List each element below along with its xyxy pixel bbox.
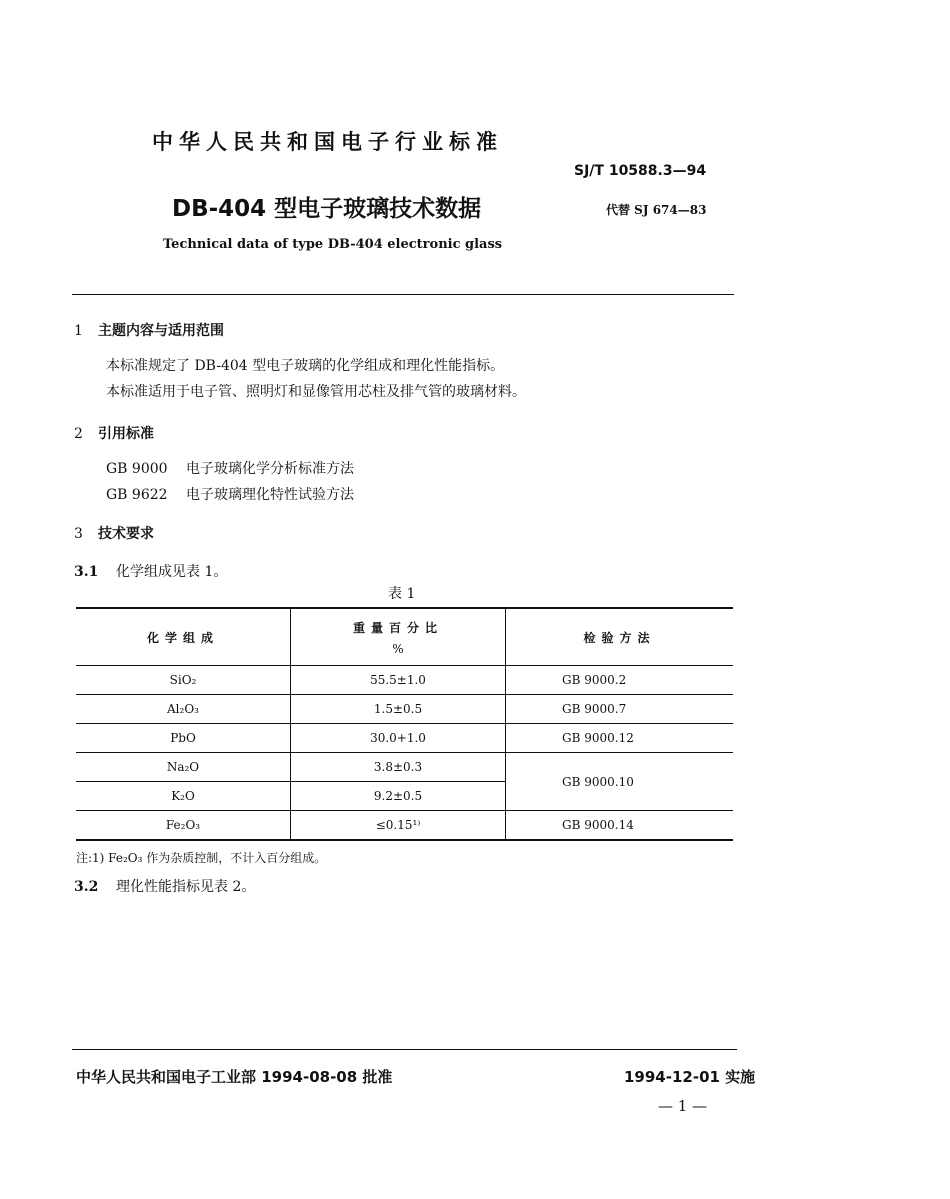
cell-composition: PbO <box>76 724 291 753</box>
cell-weight: 9.2±0.5 <box>291 782 506 811</box>
cell-method: GB 9000.10 <box>506 753 734 811</box>
table-row <box>76 753 733 782</box>
effective-date: 1994-12-01 实施 <box>624 1068 756 1086</box>
table-header-row <box>76 608 733 666</box>
cell-composition: K₂O <box>76 782 291 811</box>
footer-divider <box>72 1049 737 1050</box>
subsection-number: 3.1 <box>74 564 99 580</box>
subsection-number: 3.2 <box>74 879 99 895</box>
section-title: 主题内容与适用范围 <box>98 323 224 339</box>
cell-composition: Na₂O <box>76 753 291 782</box>
approval-note: 中华人民共和国电子工业部 1994-08-08 批准 <box>76 1068 393 1086</box>
cell-method: GB 9000.12 <box>506 724 734 753</box>
reference-item <box>106 458 354 478</box>
table-caption: 表 1 <box>388 586 416 602</box>
document-title-english: Technical data of type DB-404 electronic glass <box>163 237 503 252</box>
section-1-paragraph-1: 本标准规定了 DB-404 型电子玻璃的化学组成和理化性能指标。 <box>106 358 505 374</box>
page-number: — 1 — <box>658 1097 708 1115</box>
reference-title: 电子玻璃化学分析标准方法 <box>186 461 354 477</box>
section-number: 2 <box>74 426 83 442</box>
header-unit: % <box>392 641 404 656</box>
section-number: 1 <box>74 323 83 339</box>
cell-composition: SiO₂ <box>76 666 291 695</box>
header-weight-label: 重量百分比 <box>352 620 443 635</box>
header-test-method: 检验方法 <box>506 608 734 666</box>
header-org: 中华人民共和国电子行业标准 <box>152 129 503 154</box>
table-row <box>76 724 733 753</box>
header-weight-percent <box>291 608 506 666</box>
reference-item <box>106 484 354 504</box>
cell-weight: 1.5±0.5 <box>291 695 506 724</box>
standard-code: SJ/T 10588.3—94 <box>574 163 707 179</box>
section-1-paragraph-2: 本标准适用于电子管、照明灯和显像管用芯柱及排气管的玻璃材料。 <box>106 384 526 400</box>
document-title: DB-404 型电子玻璃技术数据 <box>172 196 482 222</box>
table-row <box>76 695 733 724</box>
subsection-text: 化学组成见表 1。 <box>116 564 228 580</box>
cell-weight: ≤0.15¹⁾ <box>291 811 506 841</box>
cell-composition: Fe₂O₃ <box>76 811 291 841</box>
section-title: 引用标准 <box>98 426 154 442</box>
cell-method: GB 9000.2 <box>506 666 734 695</box>
header-divider <box>72 294 734 295</box>
cell-weight: 55.5±1.0 <box>291 666 506 695</box>
subsection-text: 理化性能指标见表 2。 <box>116 879 256 895</box>
section-title: 技术要求 <box>98 526 154 542</box>
cell-composition: Al₂O₃ <box>76 695 291 724</box>
cell-weight: 3.8±0.3 <box>291 753 506 782</box>
section-3-heading <box>74 523 154 543</box>
table-footnote: 注:1) Fe₂O₃ 作为杂质控制，不计入百分组成。 <box>76 851 327 865</box>
subsection-3-1 <box>74 561 227 581</box>
reference-code: GB 9000 <box>106 461 168 477</box>
table-row <box>76 811 733 841</box>
table-row <box>76 666 733 695</box>
replaces-note: 代替 SJ 674—83 <box>606 203 707 217</box>
header-composition: 化学组成 <box>76 608 291 666</box>
subsection-3-2 <box>74 876 255 896</box>
cell-method: GB 9000.14 <box>506 811 734 841</box>
cell-weight: 30.0+1.0 <box>291 724 506 753</box>
section-2-heading <box>74 423 154 443</box>
composition-table <box>76 607 733 841</box>
reference-code: GB 9622 <box>106 487 168 503</box>
section-number: 3 <box>74 526 83 542</box>
cell-method: GB 9000.7 <box>506 695 734 724</box>
reference-title: 电子玻璃理化特性试验方法 <box>186 487 354 503</box>
section-1-heading <box>74 320 224 340</box>
